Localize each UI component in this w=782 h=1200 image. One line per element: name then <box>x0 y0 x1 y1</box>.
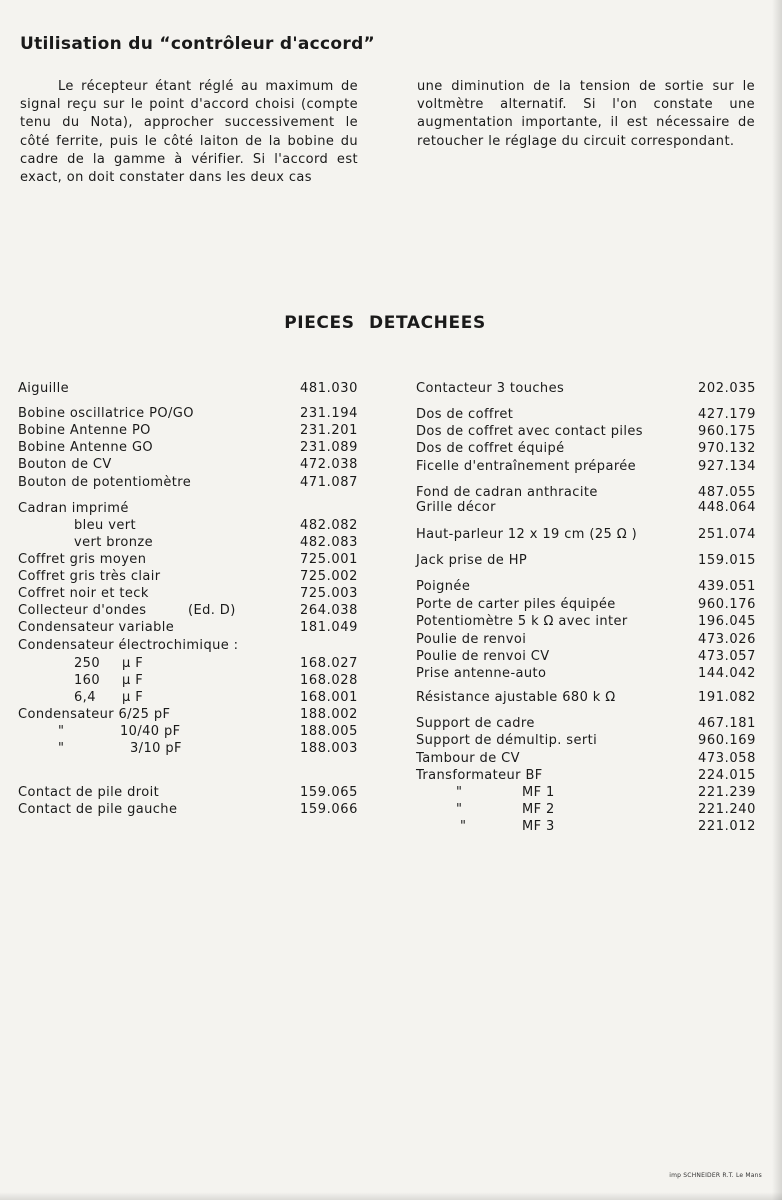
part-label-extra: 3/10 pF <box>130 741 182 756</box>
part-row <box>416 441 756 458</box>
part-label: Dos de coffret équipé <box>416 441 565 456</box>
part-number: 159.065 <box>300 785 358 800</box>
part-label: " <box>460 819 467 834</box>
part-label: 250 <box>74 656 101 671</box>
part-number: 168.028 <box>300 673 358 688</box>
part-row <box>416 553 756 570</box>
part-row <box>18 638 358 655</box>
part-row <box>416 407 756 424</box>
part-number: 725.003 <box>300 586 358 601</box>
part-row <box>18 620 358 637</box>
part-label-extra: μ F <box>122 690 144 705</box>
part-number: 168.001 <box>300 690 358 705</box>
part-row <box>18 423 358 440</box>
part-number: 159.066 <box>300 802 358 817</box>
part-number: 231.089 <box>300 440 358 455</box>
part-label: Grille décor <box>416 500 496 515</box>
part-row <box>18 535 358 552</box>
part-label: Jack prise de HP <box>416 553 528 568</box>
part-row <box>18 656 358 673</box>
part-label: Bouton de potentiomètre <box>18 475 192 490</box>
part-label: Condensateur électrochimique : <box>18 638 239 653</box>
part-number: 188.002 <box>300 707 358 722</box>
part-number: 191.082 <box>698 690 756 705</box>
part-label: Tambour de CV <box>416 751 520 766</box>
part-label: 160 <box>74 673 101 688</box>
part-label: Coffret noir et teck <box>18 586 149 601</box>
part-number: 231.201 <box>300 423 358 438</box>
part-row <box>416 768 756 785</box>
part-label: Dos de coffret avec contact piles <box>416 424 643 439</box>
part-label: Contact de pile droit <box>18 785 160 800</box>
part-number: 144.042 <box>698 666 756 681</box>
part-label: Potentiomètre 5 k Ω avec inter <box>416 614 628 629</box>
part-number: 221.012 <box>698 819 756 834</box>
part-label-extra: 10/40 pF <box>120 724 181 739</box>
part-label: 6,4 <box>74 690 96 705</box>
part-row <box>18 501 358 518</box>
part-number: 487.055 <box>698 485 756 500</box>
part-number: 482.083 <box>300 535 358 550</box>
part-number: 482.082 <box>300 518 358 533</box>
parts-title: PIECES DETACHEES <box>284 313 486 333</box>
part-number: 472.038 <box>300 457 358 472</box>
part-label: bleu vert <box>74 518 136 533</box>
usage-paragraph-right: une diminution de la tension de sortie sur le voltmètre alternatif. Si l'on constate une augmentation importante, il est nécessaire de retoucher le réglage du circuit correspondant. <box>417 79 755 149</box>
part-label: Bobine Antenne GO <box>18 440 154 455</box>
part-row <box>416 733 756 750</box>
part-label-extra: (Ed. D) <box>188 603 236 618</box>
part-number: 448.064 <box>698 500 756 515</box>
part-label: Collecteur d'ondes <box>18 603 147 618</box>
part-label-extra: MF 1 <box>522 785 555 800</box>
part-label-extra: MF 3 <box>522 819 555 834</box>
part-number: 725.002 <box>300 569 358 584</box>
part-row <box>18 603 358 620</box>
part-row <box>416 819 756 836</box>
part-label: Poulie de renvoi CV <box>416 649 550 664</box>
part-row <box>416 459 756 476</box>
part-number: 471.087 <box>300 475 358 490</box>
part-row <box>18 406 358 423</box>
part-label: Cadran imprimé <box>18 501 129 516</box>
part-label: Porte de carter piles équipée <box>416 597 616 612</box>
part-row <box>18 690 358 707</box>
part-number: 224.015 <box>698 768 756 783</box>
part-number: 960.175 <box>698 424 756 439</box>
part-number: 159.015 <box>698 553 756 568</box>
part-row <box>18 440 358 457</box>
part-label: Fond de cadran anthracite <box>416 485 598 500</box>
part-number: 439.051 <box>698 579 756 594</box>
part-row <box>416 690 756 707</box>
part-row <box>18 724 358 741</box>
part-label: Bobine oscillatrice PO/GO <box>18 406 194 421</box>
part-row <box>18 475 358 492</box>
part-number: 221.240 <box>698 802 756 817</box>
part-row <box>416 614 756 631</box>
part-number: 427.179 <box>698 407 756 422</box>
part-row <box>18 586 358 603</box>
part-label: Dos de coffret <box>416 407 514 422</box>
part-number: 725.001 <box>300 552 358 567</box>
part-label: Support de cadre <box>416 716 535 731</box>
part-label: Condensateur variable <box>18 620 175 635</box>
part-label: Contacteur 3 touches <box>416 381 565 396</box>
page-bottom-shadow <box>0 1192 782 1200</box>
printer-imprint: imp SCHNEIDER R.T. Le Mans <box>669 1172 762 1179</box>
part-number: 473.058 <box>698 751 756 766</box>
part-row <box>416 716 756 733</box>
part-row <box>416 751 756 768</box>
part-row <box>416 381 756 398</box>
part-row <box>18 381 358 398</box>
part-label: Transformateur BF <box>416 768 543 783</box>
part-label: Haut-parleur 12 x 19 cm (25 Ω ) <box>416 527 638 542</box>
part-number: 970.132 <box>698 441 756 456</box>
part-label: " <box>456 802 463 817</box>
part-row <box>416 632 756 649</box>
part-number: 481.030 <box>300 381 358 396</box>
part-row <box>18 673 358 690</box>
part-label: Coffret gris moyen <box>18 552 147 567</box>
part-row <box>18 552 358 569</box>
part-number: 927.134 <box>698 459 756 474</box>
part-row <box>416 802 756 819</box>
part-label: Bouton de CV <box>18 457 112 472</box>
part-label: Support de démultip. serti <box>416 733 598 748</box>
usage-paragraph-left: Le récepteur étant réglé au maximum de signal reçu sur le point d'accord choisi (compte tenu du Nota), approcher successivement le côté ferrite, puis le côté laiton de la bobine du cadre de la gamme à vérifier. Si l'accord est exact, on doit constater dans les deux cas <box>20 79 358 186</box>
part-row <box>18 741 358 758</box>
part-row <box>416 579 756 596</box>
part-label: vert bronze <box>74 535 153 550</box>
part-number: 196.045 <box>698 614 756 629</box>
part-number: 221.239 <box>698 785 756 800</box>
part-number: 168.027 <box>300 656 358 671</box>
part-label-extra: μ F <box>122 656 144 671</box>
part-number: 202.035 <box>698 381 756 396</box>
part-label: Prise antenne-auto <box>416 666 547 681</box>
part-label: Résistance ajustable 680 k Ω <box>416 690 616 705</box>
part-label: Poulie de renvoi <box>416 632 527 647</box>
part-label: Condensateur 6/25 pF <box>18 707 171 722</box>
part-row <box>416 500 756 517</box>
part-row <box>416 666 756 683</box>
part-label: Bobine Antenne PO <box>18 423 151 438</box>
usage-heading: Utilisation du “contrôleur d'accord” <box>20 34 376 54</box>
part-row <box>416 597 756 614</box>
page-edge-shadow <box>772 0 782 1200</box>
part-number: 251.074 <box>698 527 756 542</box>
part-number: 473.057 <box>698 649 756 664</box>
part-number: 960.169 <box>698 733 756 748</box>
part-row <box>18 785 358 802</box>
part-row <box>416 424 756 441</box>
part-row <box>18 518 358 535</box>
part-number: 188.003 <box>300 741 358 756</box>
part-number: 188.005 <box>300 724 358 739</box>
part-number: 473.026 <box>698 632 756 647</box>
part-label: " <box>58 741 65 756</box>
part-label: Ficelle d'entraînement préparée <box>416 459 637 474</box>
part-label: Coffret gris très clair <box>18 569 161 584</box>
part-row <box>18 707 358 724</box>
part-label: " <box>456 785 463 800</box>
part-row <box>416 785 756 802</box>
part-row <box>18 457 358 474</box>
part-number: 264.038 <box>300 603 358 618</box>
part-row <box>18 802 358 819</box>
part-label-extra: MF 2 <box>522 802 555 817</box>
part-label-extra: μ F <box>122 673 144 688</box>
part-label: Poignée <box>416 579 471 594</box>
part-label: " <box>58 724 65 739</box>
part-row <box>416 527 756 544</box>
part-label: Contact de pile gauche <box>18 802 178 817</box>
part-number: 467.181 <box>698 716 756 731</box>
part-label: Aiguille <box>18 381 70 396</box>
part-number: 231.194 <box>300 406 358 421</box>
part-number: 181.049 <box>300 620 358 635</box>
part-row <box>416 649 756 666</box>
part-row <box>18 569 358 586</box>
part-number: 960.176 <box>698 597 756 612</box>
